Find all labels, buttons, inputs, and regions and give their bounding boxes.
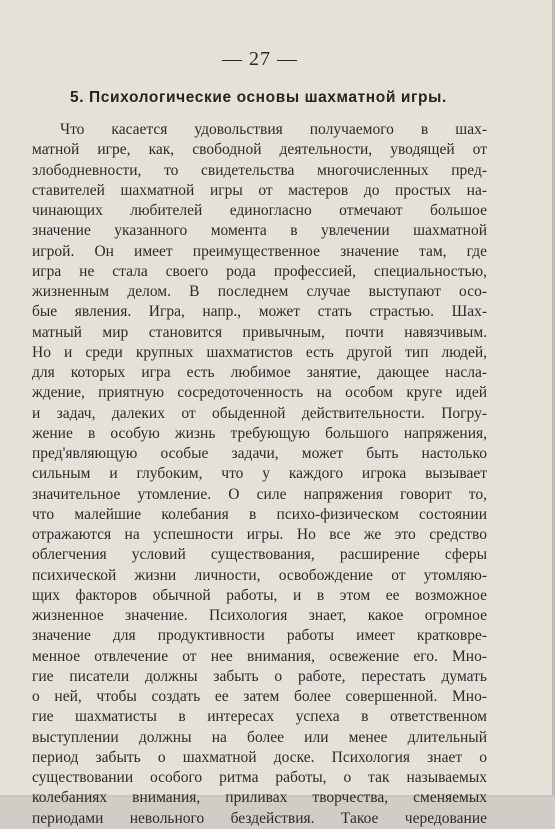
text-line: игрой. Он имеет преимущественное значение там, где [32, 242, 487, 260]
text-line: чинающих любителей единогласно отмечают большое [32, 202, 487, 219]
text-line: сильным и глубоким, что у каждого игрока вызывает [32, 465, 487, 483]
text-line: значение для продуктивности работы имеет кратковре- [32, 627, 487, 645]
text-line: щих факторов обычной работы, и в этом ее возможное [32, 586, 487, 604]
text-line: для которых игра есть любимое занятие, дающее насла- [32, 364, 487, 381]
text-line: период забыть о шахматной доске. Психология знает о [32, 748, 487, 766]
text-line: бые явления. Игра, напр., может стать страстью. Шах- [32, 303, 487, 321]
text-line: периодами невольного бездействия. Такое чередование [32, 809, 487, 827]
text-line: ставителей шахматной игры от мастеров до простых на- [32, 181, 487, 199]
text-line: матный мир становится привычным, почти навязчивым. [32, 323, 487, 341]
body-text [32, 120, 487, 829]
text-line: что малейшие колебания в психо-физическом состоянии [32, 505, 487, 523]
text-line: жение в особую жизнь требующую большого напряжения, [32, 424, 487, 442]
text-line: отражаются на успешности игры. Но все же это средство [32, 526, 487, 543]
text-line: жизненное значение. Психология знает, какое огромное [32, 607, 487, 624]
text-line: матной игре, как, свободной деятельности, уводящей от [32, 141, 487, 159]
text-line: о ней, чтобы создать ее затем более совершенной. Мно- [32, 688, 487, 705]
text-line: Что касается удовольствия получаемого в шах- [60, 121, 487, 138]
text-line: Но и среди крупных шахматистов есть другой тип людей, [32, 343, 487, 361]
text-line: злободневности, то свидетельства многочисленных пред- [32, 161, 487, 179]
text-line: пред'являющую особые задачи, может быть настолько [32, 445, 487, 462]
text-line: облегчения условий существования, расширение сферы [32, 546, 487, 564]
text-line: психической жизни личности, освобождение от утомляю- [32, 566, 487, 584]
text-line: колебаниях внимания, приливах творчества, сменяемых [32, 789, 487, 807]
page-number: — 27 — [222, 48, 298, 70]
text-line: ждение, приятную сосредоточенность на особом круге идей [32, 384, 487, 402]
text-line: менное отвлечение от нее внимания, освежение его. Мно- [32, 647, 487, 665]
text-line: жизненным делом. В последнем случае выступают осо- [32, 283, 487, 300]
section-heading: 5. Психологические основы шахматной игры. [70, 89, 447, 106]
text-line: выступлении должны на более или менее длительный [32, 728, 487, 746]
text-line: значительное утомление. О силе напряжения говорит то, [32, 485, 487, 503]
text-line: и задач, далеких от обыденной действительности. Погру- [32, 404, 487, 422]
text-line: гие шахматисты в интересах успеха в ответственном [32, 708, 487, 726]
text-line: существовании особого ритма работы, о так называемых [32, 769, 487, 786]
text-line: гие писатели должны забыть о работе, перестать думать [32, 667, 487, 685]
text-line: значение указанного момента в увлечении шахматной [32, 222, 487, 240]
text-line: игра не стала своего рода профессией, специальностью, [32, 262, 487, 280]
